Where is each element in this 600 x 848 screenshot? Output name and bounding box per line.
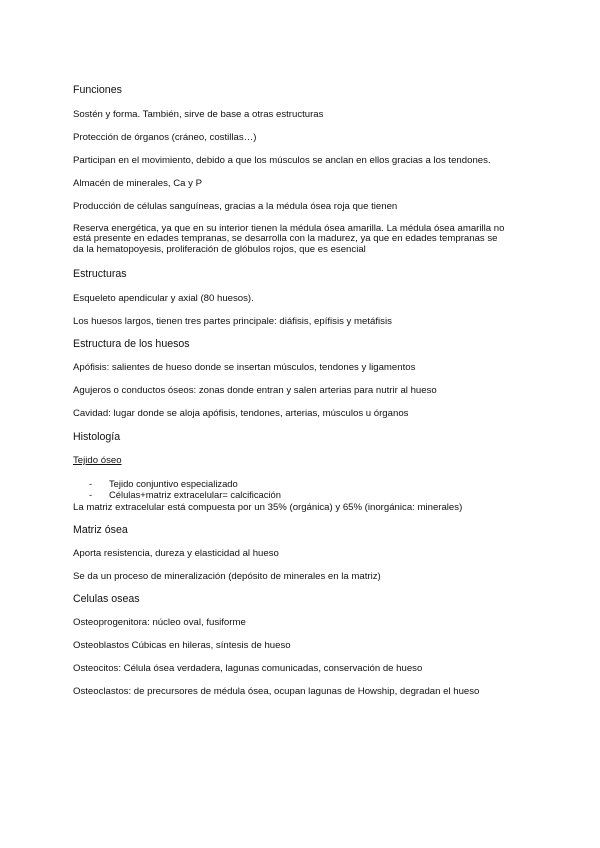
heading-celulas-oseas: Celulas oseas — [73, 593, 140, 605]
celula-osteoprogenitora: Osteoprogenitora: núcleo oval, fusiforme — [73, 617, 246, 628]
funcion-produccion: Producción de células sanguíneas, gracias a la médula ósea roja que tienen — [73, 201, 398, 212]
bullet-marker: - — [89, 489, 93, 500]
estructura-huesos-largos: Los huesos largos, tienen tres partes principale: diáfisis, epífisis y metáfisis — [73, 316, 392, 327]
heading-estructura-huesos: Estructura de los huesos — [73, 338, 190, 350]
funcion-sosten: Sostén y forma. También, sirve de base a otras estructuras — [73, 109, 324, 120]
bullet-text: Células+matriz extracelular= calcificación — [109, 489, 281, 500]
bullet-item — [89, 489, 281, 500]
celula-osteoblastos: Osteoblastos Cúbicas en hileras, síntesis de hueso — [73, 640, 291, 651]
subheading-tejido-oseo: Tejido óseo — [73, 455, 122, 466]
estructura-cavidad: Cavidad: lugar donde se aloja apófisis, tendones, arterias, músculos u órganos — [73, 408, 409, 419]
heading-funciones: Funciones — [73, 84, 122, 96]
celula-osteocitos: Osteocitos: Célula ósea verdadera, lagunas comunicadas, conservación de hueso — [73, 663, 423, 674]
celula-osteoclastos: Osteoclastos: de precursores de médula ósea, ocupan lagunas de Howship, degradan el hueso — [73, 686, 480, 697]
funcion-movimiento: Participan en el movimiento, debido a que los músculos se anclan en ellos gracias a los tendones. — [73, 155, 491, 166]
reserva-line: da la hematopoyesis, proliferación de glóbulos rojos, que es esencial — [73, 243, 366, 255]
bullet-text: Tejido conjuntivo especializado — [109, 478, 238, 489]
heading-matriz-osea: Matriz ósea — [73, 524, 128, 536]
matriz-mineralizacion: Se da un proceso de mineralización (depósito de minerales en la matriz) — [73, 571, 381, 582]
bullet-item — [89, 478, 238, 489]
funcion-almacen: Almacén de minerales, Ca y P — [73, 178, 203, 189]
funcion-proteccion: Protección de órganos (cráneo, costillas…) — [73, 132, 257, 143]
heading-estructuras: Estructuras — [73, 268, 127, 280]
reserva-line: Reserva energética, ya que en su interior tienen la médula ósea amarilla. La médula ósea amarilla no — [73, 223, 505, 234]
histologia-composicion: La matriz extracelular está compuesta por un 35% (orgánica) y 65% (inorgánica: minerales) — [73, 502, 463, 513]
estructura-agujeros: Agujeros o conductos óseos: zonas donde entran y salen arterias para nutrir al hueso — [73, 385, 437, 396]
estructura-apofisis: Apófisis: salientes de hueso donde se insertan músculos, tendones y ligamentos — [73, 362, 416, 373]
heading-histologia: Histología — [73, 431, 121, 443]
matriz-resistencia: Aporta resistencia, dureza y elasticidad al hueso — [73, 548, 279, 559]
estructura-esqueleto: Esqueleto apendicular y axial (80 huesos). — [73, 293, 254, 304]
bullet-marker: - — [89, 478, 93, 489]
reserva-line: está presente en edades tempranas, se desarrolla con la madurez, ya que en edades tempranas se — [73, 233, 498, 245]
funcion-reserva — [73, 224, 535, 255]
